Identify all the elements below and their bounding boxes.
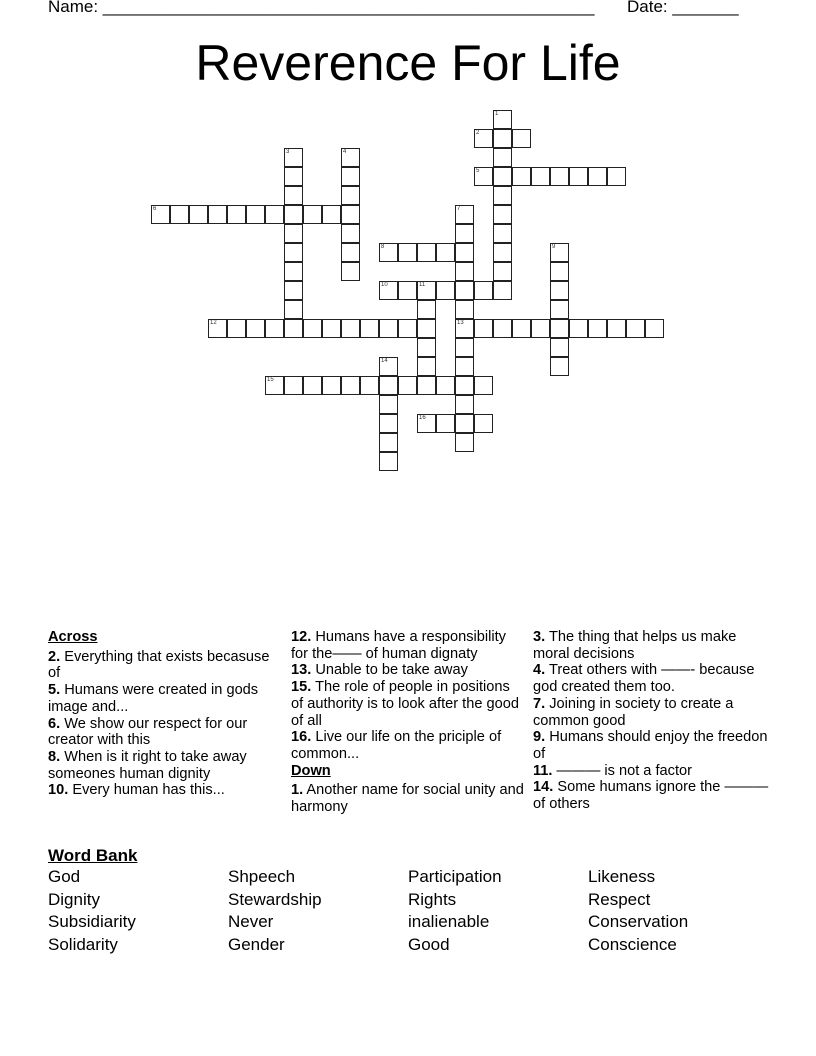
clue-down-3 xyxy=(533,629,773,662)
cell-number: 11 xyxy=(419,282,426,288)
crossword-cell[interactable] xyxy=(493,319,512,338)
crossword-cell[interactable] xyxy=(379,414,398,433)
crossword-cell[interactable] xyxy=(284,186,303,205)
crossword-cell[interactable] xyxy=(189,205,208,224)
cell-number: 14 xyxy=(381,358,388,364)
crossword-cell[interactable] xyxy=(455,262,474,281)
crossword-cell[interactable] xyxy=(493,148,512,167)
crossword-cell[interactable] xyxy=(626,319,645,338)
word-bank-item: Stewardship xyxy=(228,890,322,909)
crossword-cell[interactable] xyxy=(227,205,246,224)
page-title: Reverence For Life xyxy=(195,35,621,91)
down-heading: Down xyxy=(291,762,331,779)
crossword-cell[interactable] xyxy=(208,319,227,338)
clue-down-14 xyxy=(533,779,773,812)
crossword-cell[interactable] xyxy=(322,319,341,338)
crossword-cell[interactable] xyxy=(417,357,436,376)
crossword-cell[interactable] xyxy=(474,167,493,186)
crossword-cell[interactable] xyxy=(379,357,398,376)
crossword-cell[interactable] xyxy=(379,376,398,395)
cell-number: 13 xyxy=(457,320,464,326)
crossword-cell[interactable] xyxy=(208,205,227,224)
word-bank-item: Likeness xyxy=(588,867,656,886)
crossword-cell[interactable] xyxy=(265,205,284,224)
crossword-cell[interactable] xyxy=(265,319,284,338)
crossword-cell[interactable] xyxy=(474,414,493,433)
clue-number: 16. xyxy=(291,729,312,746)
word-bank-item: Gender xyxy=(228,935,285,954)
crossword-cell[interactable] xyxy=(151,205,170,224)
clue-number: 6. xyxy=(48,715,61,732)
cell-number: 3 xyxy=(286,149,290,155)
word-bank-item: Subsidiarity xyxy=(48,912,136,931)
clue-text: Treat others with ——- because god created them too. xyxy=(533,662,755,696)
crossword-cell[interactable] xyxy=(417,338,436,357)
crossword-cell[interactable] xyxy=(284,148,303,167)
word-bank-item: Never xyxy=(228,912,274,931)
word-bank-item: God xyxy=(48,867,81,886)
clue-text: Humans have a responsibility for the—— of human dignaty xyxy=(291,629,506,662)
word-bank-item: Participation xyxy=(408,867,502,886)
clue-text: Joining in society to create a common good xyxy=(533,695,734,729)
crossword-cell[interactable] xyxy=(493,281,512,300)
crossword-cell[interactable] xyxy=(170,205,189,224)
crossword-cell[interactable] xyxy=(455,205,474,224)
clue-text: The role of people in positions of authority is to look after the good of all xyxy=(291,679,519,729)
clue-text: Live our life on the priciple of common... xyxy=(291,729,502,762)
clue-text: Humans should enjoy the freedon of xyxy=(533,729,768,762)
crossword-cell[interactable] xyxy=(303,376,322,395)
clue-number: 1. xyxy=(291,782,304,799)
word-bank-item: Solidarity xyxy=(48,935,118,954)
clue-number: 11. xyxy=(533,762,553,779)
crossword-cell[interactable] xyxy=(417,319,436,338)
crossword-cell[interactable] xyxy=(645,319,664,338)
crossword-cell[interactable] xyxy=(531,319,550,338)
cell-number: 4 xyxy=(343,149,347,155)
clue-across-10 xyxy=(48,782,283,799)
clue-number: 14. xyxy=(533,779,554,796)
clue-text: Humans were created in gods image and... xyxy=(48,682,259,715)
crossword-cell[interactable] xyxy=(493,129,512,148)
clue-down-4 xyxy=(533,662,773,695)
crossword-cell[interactable] xyxy=(550,338,569,357)
cell-number: 12 xyxy=(210,320,217,326)
crossword-cell[interactable] xyxy=(493,243,512,262)
crossword-cell[interactable] xyxy=(417,376,436,395)
cell-number: 10 xyxy=(381,282,388,288)
crossword-cell[interactable] xyxy=(284,281,303,300)
crossword-cell[interactable] xyxy=(284,167,303,186)
crossword-cell[interactable] xyxy=(417,243,436,262)
clue-number: 15. xyxy=(291,679,312,696)
crossword-cell[interactable] xyxy=(588,167,607,186)
clue-number: 9. xyxy=(533,729,546,746)
clue-across-13 xyxy=(291,662,526,679)
clue-across-8 xyxy=(48,749,283,782)
crossword-cell[interactable] xyxy=(246,205,265,224)
crossword-cell[interactable] xyxy=(550,357,569,376)
clue-down-7 xyxy=(533,696,773,729)
crossword-cell[interactable] xyxy=(550,319,569,338)
crossword-cell[interactable] xyxy=(474,281,493,300)
word-bank-item: Conscience xyxy=(588,935,677,954)
clue-down-11 xyxy=(533,763,773,780)
word-bank-item: Good xyxy=(408,935,450,954)
crossword-cell[interactable] xyxy=(455,319,474,338)
name-field[interactable]: Name: ____________________________________________________ xyxy=(48,0,595,16)
word-bank-item: Dignity xyxy=(48,890,100,909)
clue-number: 7. xyxy=(533,695,546,712)
cell-number: 1 xyxy=(495,111,499,117)
crossword-cell[interactable] xyxy=(474,376,493,395)
crossword-cell[interactable] xyxy=(398,243,417,262)
clues-column-3 xyxy=(533,629,773,813)
cell-number: 9 xyxy=(552,244,556,250)
clue-text: We show our respect for our creator with this xyxy=(48,715,248,749)
crossword-grid xyxy=(151,110,671,475)
clue-text: ——— is not a factor xyxy=(552,762,692,779)
crossword-cell[interactable] xyxy=(569,167,588,186)
crossword-cell[interactable] xyxy=(379,433,398,452)
crossword-cell[interactable] xyxy=(341,262,360,281)
crossword-cell[interactable] xyxy=(493,224,512,243)
crossword-cell[interactable] xyxy=(341,243,360,262)
crossword-cell[interactable] xyxy=(379,319,398,338)
crossword-cell[interactable] xyxy=(455,357,474,376)
word-bank-item: Rights xyxy=(408,890,457,909)
crossword-cell[interactable] xyxy=(550,262,569,281)
crossword-cell[interactable] xyxy=(493,186,512,205)
across-heading: Across xyxy=(48,629,98,645)
crossword-cell[interactable] xyxy=(455,433,474,452)
crossword-cell[interactable] xyxy=(531,167,550,186)
crossword-cell[interactable] xyxy=(512,319,531,338)
cell-number: 16 xyxy=(419,415,426,421)
crossword-cell[interactable] xyxy=(284,319,303,338)
crossword-cell[interactable] xyxy=(436,243,455,262)
clues-column-2 xyxy=(291,629,526,816)
crossword-cell[interactable] xyxy=(322,376,341,395)
crossword-cell[interactable] xyxy=(398,376,417,395)
crossword-cell[interactable] xyxy=(436,281,455,300)
clue-number: 5. xyxy=(48,682,61,699)
crossword-cell[interactable] xyxy=(512,129,531,148)
crossword-cell[interactable] xyxy=(284,300,303,319)
clue-across-16 xyxy=(291,729,526,762)
crossword-cell[interactable] xyxy=(607,167,626,186)
crossword-cell[interactable] xyxy=(284,224,303,243)
crossword-cell[interactable] xyxy=(284,262,303,281)
crossword-cell[interactable] xyxy=(493,262,512,281)
cell-number: 6 xyxy=(153,206,157,212)
crossword-cell[interactable] xyxy=(341,319,360,338)
crossword-cell[interactable] xyxy=(360,376,379,395)
crossword-cell[interactable] xyxy=(379,395,398,414)
crossword-cell[interactable] xyxy=(284,376,303,395)
word-bank-item: Respect xyxy=(588,890,651,909)
word-bank-title: Word Bank xyxy=(48,846,138,865)
crossword-cell[interactable] xyxy=(569,319,588,338)
clue-across-15 xyxy=(291,679,526,729)
crossword-cell[interactable] xyxy=(303,205,322,224)
crossword-cell[interactable] xyxy=(227,319,246,338)
cell-number: 5 xyxy=(476,168,480,174)
clue-number: 4. xyxy=(533,662,546,679)
crossword-cell[interactable] xyxy=(398,319,417,338)
cell-number: 15 xyxy=(267,377,274,383)
crossword-cell[interactable] xyxy=(474,319,493,338)
crossword-cell[interactable] xyxy=(455,300,474,319)
clues-column-1 xyxy=(48,629,283,799)
date-field[interactable]: Date: _______ xyxy=(627,0,739,16)
crossword-cell[interactable] xyxy=(512,167,531,186)
clue-across-5 xyxy=(48,682,283,715)
clue-down-9 xyxy=(533,729,773,762)
crossword-cell[interactable] xyxy=(455,395,474,414)
clue-number: 13. xyxy=(291,662,312,679)
crossword-cell[interactable] xyxy=(341,167,360,186)
word-bank-item: inalienable xyxy=(408,912,490,931)
crossword-cell[interactable] xyxy=(493,110,512,129)
crossword-cell[interactable] xyxy=(379,281,398,300)
crossword-cell[interactable] xyxy=(455,338,474,357)
clue-number: 2. xyxy=(48,648,61,665)
clue-number: 8. xyxy=(48,748,61,765)
clue-text: Another name for social unity and harmony xyxy=(291,782,524,816)
crossword-cell[interactable] xyxy=(493,205,512,224)
crossword-cell[interactable] xyxy=(550,281,569,300)
clue-text: When is it right to take away someones human dignity xyxy=(48,748,247,782)
crossword-cell[interactable] xyxy=(417,300,436,319)
crossword-cell[interactable] xyxy=(455,243,474,262)
clue-down-1 xyxy=(291,782,526,815)
crossword-cell[interactable] xyxy=(341,376,360,395)
crossword-cell[interactable] xyxy=(379,452,398,471)
crossword-cell[interactable] xyxy=(607,319,626,338)
clue-text: The thing that helps us make moral decisions xyxy=(533,629,737,662)
crossword-cell[interactable] xyxy=(455,414,474,433)
crossword-cell[interactable] xyxy=(455,281,474,300)
crossword-cell[interactable] xyxy=(341,224,360,243)
crossword-cell[interactable] xyxy=(246,319,265,338)
crossword-cell[interactable] xyxy=(550,300,569,319)
crossword-cell[interactable] xyxy=(474,129,493,148)
crossword-cell[interactable] xyxy=(341,205,360,224)
crossword-cell[interactable] xyxy=(303,319,322,338)
clue-text: Everything that exists becasuse of xyxy=(48,648,270,682)
crossword-cell[interactable] xyxy=(455,224,474,243)
crossword-cell[interactable] xyxy=(550,167,569,186)
crossword-cell[interactable] xyxy=(341,186,360,205)
crossword-cell[interactable] xyxy=(436,376,455,395)
crossword-cell[interactable] xyxy=(284,243,303,262)
word-bank-item: Conservation xyxy=(588,912,689,931)
crossword-cell[interactable] xyxy=(398,281,417,300)
clue-number: 12. xyxy=(291,629,312,645)
clue-across-6 xyxy=(48,716,283,749)
clue-across-12 xyxy=(291,629,526,662)
crossword-cell[interactable] xyxy=(550,243,569,262)
cell-number: 2 xyxy=(476,130,480,136)
clue-text: Every human has this... xyxy=(68,782,225,799)
crossword-cell[interactable] xyxy=(284,205,303,224)
cell-number: 7 xyxy=(457,206,461,212)
word-bank-item: Shpeech xyxy=(228,867,296,886)
clue-across-2 xyxy=(48,649,283,682)
crossword-cell[interactable] xyxy=(417,281,436,300)
crossword-cell[interactable] xyxy=(341,148,360,167)
crossword-cell[interactable] xyxy=(322,205,341,224)
crossword-cell[interactable] xyxy=(379,243,398,262)
crossword-cell[interactable] xyxy=(455,376,474,395)
clue-number: 3. xyxy=(533,629,546,645)
cell-number: 8 xyxy=(381,244,385,250)
clue-text: Unable to be take away xyxy=(311,662,468,679)
crossword-cell[interactable] xyxy=(436,414,455,433)
clue-text: Some humans ignore the ——— of others xyxy=(533,779,769,813)
crossword-cell[interactable] xyxy=(493,167,512,186)
crossword-cell[interactable] xyxy=(265,376,284,395)
crossword-cell[interactable] xyxy=(588,319,607,338)
crossword-cell[interactable] xyxy=(360,319,379,338)
clue-number: 10. xyxy=(48,782,69,799)
crossword-cell[interactable] xyxy=(417,414,436,433)
